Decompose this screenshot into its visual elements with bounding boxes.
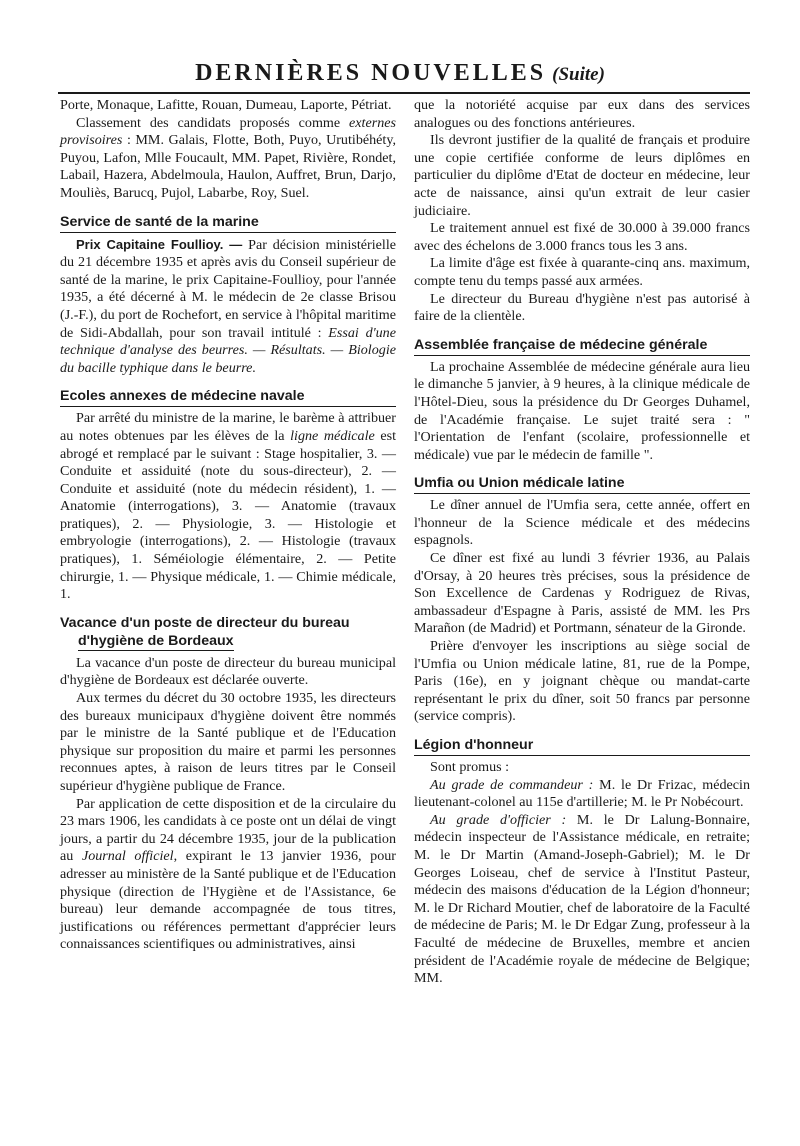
prix-italic: Essai d'une technique d'analyse des beurres. — Résultats. — Biologie du bacille typhique dans le beurre. [60, 324, 396, 376]
vacance-italic: Journal officiel [81, 848, 174, 865]
vacance-text-b: , expirant le 13 janvier 1936, pour adresser au ministère de la Santé publique et de l'Education physique (direction de l'Hygiène et de l'Assistance, 6e bureau) leur demande accompagnée de tous titres, justifications ou références permettant d'apprécier leurs connaissances scientifiques ou administratives, ainsi [60, 848, 397, 953]
heading-legion: Légion d'honneur [414, 736, 750, 756]
title-rule [58, 92, 750, 94]
umfia-paragraph-2: Ce dîner est fixé au lundi 3 février 1936, au Palais d'Orsay, à 20 heures très précises, sous la présidence de Son Excellence de Cardenas y Rodriguez de Rivas, ambassadeur d'Espagne à Paris, assisté de MM. les Prs Marañon (de Madrid) et Portmann, sénateur de la Gironde. [414, 550, 750, 637]
officier-italic: Au grade d'officier : [430, 811, 567, 828]
umfia-paragraph-3: Prière d'envoyer les inscriptions au siège social de l'Umfia ou Union médicale latine, 81, rue de la Pompe, Paris (16e), en y joignant chèque ou mandat-carte représentant le prix du dîner, soit 50 francs par personne (service compris). [414, 638, 750, 725]
officier-text: M. le Dr Lalung-Bonnaire, médecin inspecteur de l'Assistance médicale, en retraite; M. le Dr Martin (Amand-Joseph-Gabriel); M. le Dr Georges Loiseau, chef de service à l'Institut Pasteur, médecin des maisons d'éducation de la Légion d'honneur; M. le Dr Richard Moutier, chef de laboratoire de la Faculté de médecine de Paris; M. le Dr Edgar Zung, professeur à la Faculté de médecine de Bruxelles, membre et ancien président de l'Académie royale de médecine de Belgique; MM. [414, 811, 750, 987]
heading-ecoles: Ecoles annexes de médecine navale [60, 387, 396, 407]
intro-paragraph: Porte, Monaque, Lafitte, Rouan, Dumeau, Laporte, Pétriat. [60, 97, 392, 113]
vacance-paragraph-2: Aux termes du décret du 30 octobre 1935, les directeurs des bureaux municipaux d'hygiène doivent être nommés par le ministre de la Santé publique et de l'Education physique sur proposition du maire et parmi les personnes reconnues aptes, à raison de leurs titres par le Conseil supérieur d'hygiène publique de France. [60, 690, 396, 794]
title-suite: (Suite) [552, 64, 605, 85]
heading-vacance-line2: d'hygiène de Bordeaux [78, 632, 234, 649]
officier-paragraph [414, 812, 750, 988]
continuation-paragraph: que la notoriété acquise par eux dans des services analogues ou des fonctions antérieures. [414, 97, 750, 131]
right-column [414, 97, 750, 988]
commandeur-italic: Au grade de commandeur : [430, 776, 594, 793]
classement-text-a: Classement des candidats proposés comme [76, 114, 341, 131]
promus-paragraph: Sont promus : [430, 759, 510, 775]
heading-assemblee: Assemblée française de médecine générale [414, 336, 750, 356]
directeur-paragraph: Le directeur du Bureau d'hygiène n'est pas autorisé à faire de la clientèle. [414, 290, 750, 325]
ecoles-paragraph [60, 410, 396, 604]
classement-italic: externes provisoires [60, 114, 396, 149]
commandeur-paragraph [414, 777, 750, 812]
page-title [0, 60, 800, 87]
prix-paragraph [60, 236, 396, 378]
ecoles-text-a: Par arrêté du ministre de la marine, le barème à attribuer au notes obtenues par les élèves de la [60, 410, 396, 444]
justifier-paragraph: Ils devront justifier de la qualité de français et produire une copie certifiée conforme de leurs diplômes en particulier du diplôme d'Etat de docteur en médecine, leur acte de naissance, ainsi qu'un extrait de leur casier judiciaire. [414, 132, 750, 219]
heading-vacance [60, 614, 396, 652]
ecoles-text-b: est abrogé et remplacé par le suivant : Stage hospitalier, 3. — Conduite et assiduité (note du sous-directeur), 2. — Conduite et assiduité (note du médecin résident), 1. — Anatomie (interrogations), 3. — Anatomie (travaux pratiques), 2. — Physiologie, 3. — Histologie et embryologie (interrogations), 2. — Histologie (travaux pratiques), 1. Séméiologie élémentaire, 2. — Petite chirurgie, 1. — Physique médicale, 1. — Chimie médicale, 1. [60, 427, 396, 603]
umfia-paragraph-1: Le dîner annuel de l'Umfia sera, cette année, offert en l'honneur de la Science médicale et des médecins espagnols. [414, 497, 750, 549]
title-text: DERNIÈRES NOUVELLES [195, 60, 547, 86]
commandeur-text: M. le Dr Frizac, médecin lieutenant-colonel au 115e d'artillerie; M. le Pr Nobécourt. [414, 776, 750, 811]
ecoles-italic: ligne médicale [290, 427, 375, 444]
heading-service-sante: Service de santé de la marine [60, 213, 396, 233]
vacance-paragraph-1: La vacance d'un poste de directeur du bureau municipal d'hygiène de Bordeaux est déclarée ouverte. [60, 654, 396, 689]
prix-text: Par décision ministérielle du 21 décembre 1935 et après avis du Conseil supérieur de santé de la marine, le prix Capitaine-Foullioy, pour l'année 1935, a été décerné à M. le médecin de 2e classe Brisou (J.-F.), du port de Rochefort, en service à l'hôpital maritime de Sidi-Abdallah, pour son travail intitulé : [60, 236, 396, 341]
vacance-text-a: Par application de cette disposition et de la circulaire du 23 mars 1906, les candidats à ce poste ont un délai de vingt jours, a partir du 24 décembre 1935, jour de la publication au [60, 795, 396, 865]
vacance-paragraph-3 [60, 796, 396, 954]
limite-paragraph: La limite d'âge est fixée à quarante-cinq ans. maximum, compte tenu du temps passé aux armées. [414, 255, 750, 289]
prix-lead: Prix Capitaine Foullioy. — [76, 236, 243, 252]
heading-umfia: Umfia ou Union médicale latine [414, 474, 750, 494]
classement-text-b: : MM. Galais, Flotte, Both, Puyo, Urutibéhéty, Puyou, Lafon, Mlle Foucault, MM. Papet, Rivière, Rondet, Labail, Hazera, Abdelmoula, Haulon, Auffret, Brun, Darjo, Mouliès, Barucq, Pujol, Labarbe, Roy, Suel. [60, 132, 396, 201]
assemblee-paragraph: La prochaine Assemblée de médecine générale aura lieu le dimanche 5 janvier, à 9 heures, à la clinique médicale de l'Hôtel-Dieu, sous la présidence du Dr Georges Duhamel, de l'Académie française. Le sujet traité sera : " l'Orientation de l'enfant (scolaire, professionnelle et médicale) vue par le médecin de famille ". [414, 358, 750, 463]
heading-vacance-line1: Vacance d'un poste de directeur du bureau [60, 614, 350, 631]
classement-paragraph [60, 115, 396, 203]
traitement-paragraph: Le traitement annuel est fixé de 30.000 à 39.000 francs avec des échelons de 3.000 francs tous les 3 ans. [414, 220, 750, 254]
left-column [60, 97, 396, 954]
